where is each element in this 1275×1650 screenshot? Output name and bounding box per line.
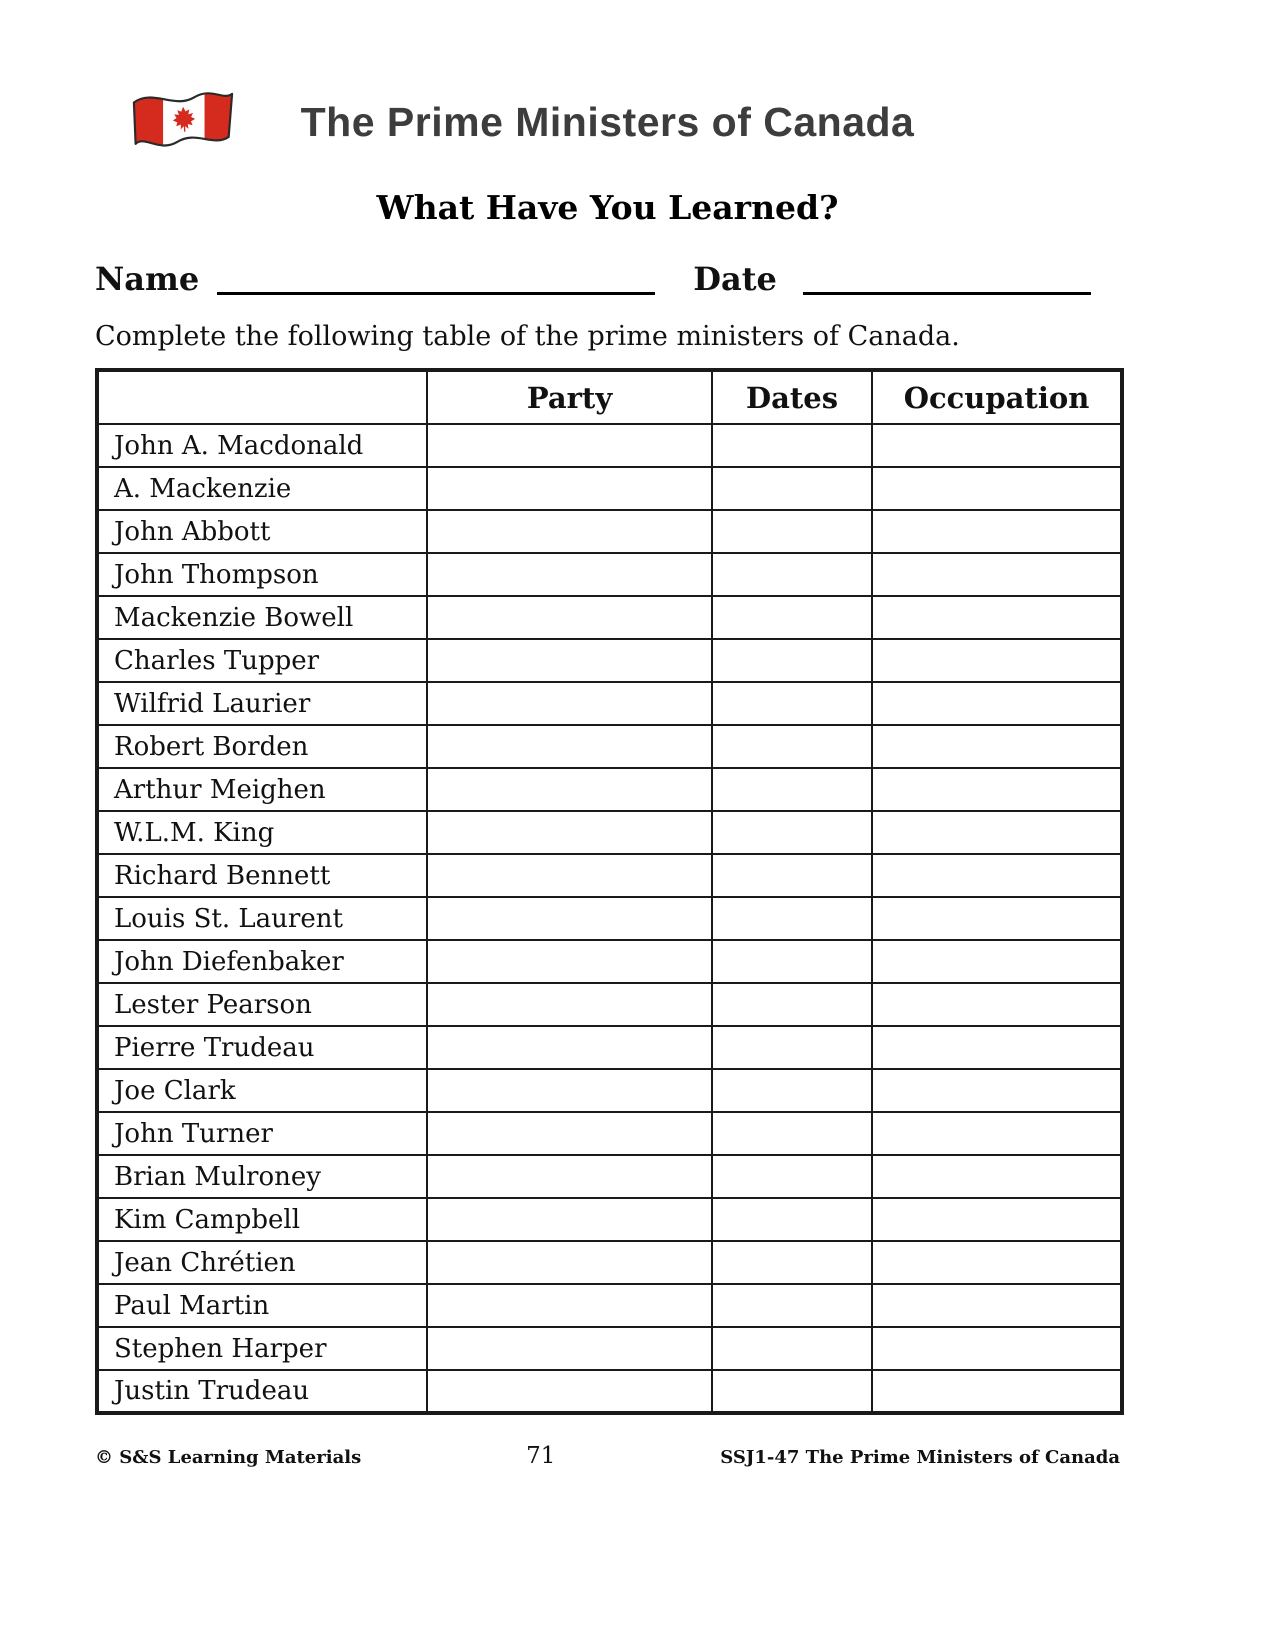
occupation-blank-cell xyxy=(872,1284,1122,1327)
occupation-blank-cell xyxy=(872,424,1122,467)
table-row xyxy=(97,940,1122,983)
dates-blank-cell xyxy=(712,639,872,682)
occupation-blank-cell xyxy=(872,983,1122,1026)
dates-blank-cell xyxy=(712,596,872,639)
pm-name-cell: Stephen Harper xyxy=(97,1327,427,1370)
pm-name-cell: Mackenzie Bowell xyxy=(97,596,427,639)
dates-blank-cell xyxy=(712,1370,872,1413)
occupation-blank-cell xyxy=(872,467,1122,510)
table-row xyxy=(97,682,1122,725)
dates-blank-cell xyxy=(712,1198,872,1241)
party-blank-cell xyxy=(427,510,712,553)
dates-blank-cell xyxy=(712,1112,872,1155)
name-date-row xyxy=(95,253,1120,298)
date-blank-line xyxy=(803,261,1091,295)
pm-name-cell: John Thompson xyxy=(97,553,427,596)
table-row xyxy=(97,811,1122,854)
date-label: Date xyxy=(693,260,777,298)
table-row xyxy=(97,1327,1122,1370)
pm-name-cell: John Diefenbaker xyxy=(97,940,427,983)
pm-name-cell: John Turner xyxy=(97,1112,427,1155)
page-title: The Prime Ministers of Canada xyxy=(300,99,915,145)
footer-page-number: 71 xyxy=(526,1443,556,1469)
dates-blank-cell xyxy=(712,1241,872,1284)
party-blank-cell xyxy=(427,1284,712,1327)
table-row xyxy=(97,553,1122,596)
occupation-blank-cell xyxy=(872,1026,1122,1069)
occupation-blank-cell xyxy=(872,639,1122,682)
pm-name-cell: Joe Clark xyxy=(97,1069,427,1112)
dates-blank-cell xyxy=(712,768,872,811)
pm-name-cell: A. Mackenzie xyxy=(97,467,427,510)
pm-name-cell: W.L.M. King xyxy=(97,811,427,854)
pm-name-cell: Brian Mulroney xyxy=(97,1155,427,1198)
header-party: Party xyxy=(427,370,712,424)
party-blank-cell xyxy=(427,467,712,510)
party-blank-cell xyxy=(427,639,712,682)
occupation-blank-cell xyxy=(872,811,1122,854)
dates-blank-cell xyxy=(712,940,872,983)
party-blank-cell xyxy=(427,897,712,940)
party-blank-cell xyxy=(427,1026,712,1069)
dates-blank-cell xyxy=(712,1069,872,1112)
table-row xyxy=(97,725,1122,768)
occupation-blank-cell xyxy=(872,553,1122,596)
table-row xyxy=(97,1026,1122,1069)
header-empty-cell xyxy=(97,370,427,424)
table-row xyxy=(97,897,1122,940)
dates-blank-cell xyxy=(712,811,872,854)
table-row xyxy=(97,1155,1122,1198)
page-footer xyxy=(95,1443,1120,1469)
dates-blank-cell xyxy=(712,1327,872,1370)
table-row xyxy=(97,1112,1122,1155)
occupation-blank-cell xyxy=(872,510,1122,553)
pm-name-cell: John Abbott xyxy=(97,510,427,553)
pm-name-cell: Arthur Meighen xyxy=(97,768,427,811)
canada-flag-icon xyxy=(127,83,239,165)
instruction-text: Complete the following table of the prime ministers of Canada. xyxy=(95,321,960,352)
table-row xyxy=(97,424,1122,467)
party-blank-cell xyxy=(427,1198,712,1241)
footer-product-code: SSJ1-47 The Prime Ministers of Canada xyxy=(720,1447,1120,1468)
pm-name-cell: Wilfrid Laurier xyxy=(97,682,427,725)
occupation-blank-cell xyxy=(872,897,1122,940)
party-blank-cell xyxy=(427,1069,712,1112)
occupation-blank-cell xyxy=(872,682,1122,725)
pm-name-cell: Pierre Trudeau xyxy=(97,1026,427,1069)
occupation-blank-cell xyxy=(872,854,1122,897)
dates-blank-cell xyxy=(712,1284,872,1327)
page-header xyxy=(95,85,1120,180)
pm-name-cell: Louis St. Laurent xyxy=(97,897,427,940)
party-blank-cell xyxy=(427,983,712,1026)
party-blank-cell xyxy=(427,854,712,897)
pm-name-cell: Robert Borden xyxy=(97,725,427,768)
party-blank-cell xyxy=(427,596,712,639)
pm-name-cell: Lester Pearson xyxy=(97,983,427,1026)
dates-blank-cell xyxy=(712,897,872,940)
party-blank-cell xyxy=(427,424,712,467)
party-blank-cell xyxy=(427,1327,712,1370)
pm-name-cell: Jean Chrétien xyxy=(97,1241,427,1284)
dates-blank-cell xyxy=(712,553,872,596)
party-blank-cell xyxy=(427,682,712,725)
table-row xyxy=(97,983,1122,1026)
table-row xyxy=(97,854,1122,897)
pm-name-cell: John A. Macdonald xyxy=(97,424,427,467)
dates-blank-cell xyxy=(712,1026,872,1069)
dates-blank-cell xyxy=(712,725,872,768)
table-row xyxy=(97,1370,1122,1413)
party-blank-cell xyxy=(427,811,712,854)
table-row xyxy=(97,1198,1122,1241)
occupation-blank-cell xyxy=(872,1069,1122,1112)
table-row xyxy=(97,596,1122,639)
occupation-blank-cell xyxy=(872,1155,1122,1198)
occupation-blank-cell xyxy=(872,1370,1122,1413)
pm-name-cell: Paul Martin xyxy=(97,1284,427,1327)
table-row xyxy=(97,639,1122,682)
party-blank-cell xyxy=(427,940,712,983)
occupation-blank-cell xyxy=(872,725,1122,768)
party-blank-cell xyxy=(427,768,712,811)
party-blank-cell xyxy=(427,1241,712,1284)
name-blank-line xyxy=(217,261,655,295)
header-dates: Dates xyxy=(712,370,872,424)
occupation-blank-cell xyxy=(872,1198,1122,1241)
party-blank-cell xyxy=(427,553,712,596)
dates-blank-cell xyxy=(712,854,872,897)
pm-table-body xyxy=(97,424,1122,1413)
party-blank-cell xyxy=(427,725,712,768)
party-blank-cell xyxy=(427,1155,712,1198)
dates-blank-cell xyxy=(712,682,872,725)
worksheet-subtitle: What Have You Learned? xyxy=(376,188,839,227)
occupation-blank-cell xyxy=(872,768,1122,811)
dates-blank-cell xyxy=(712,467,872,510)
occupation-blank-cell xyxy=(872,1241,1122,1284)
name-label: Name xyxy=(95,260,200,298)
party-blank-cell xyxy=(427,1112,712,1155)
occupation-blank-cell xyxy=(872,1112,1122,1155)
pm-name-cell: Richard Bennett xyxy=(97,854,427,897)
occupation-blank-cell xyxy=(872,596,1122,639)
table-header-row xyxy=(97,370,1122,424)
occupation-blank-cell xyxy=(872,1327,1122,1370)
table-row xyxy=(97,467,1122,510)
dates-blank-cell xyxy=(712,983,872,1026)
footer-copyright: © S&S Learning Materials xyxy=(95,1447,362,1468)
pm-name-cell: Charles Tupper xyxy=(97,639,427,682)
table-row xyxy=(97,1069,1122,1112)
pm-name-cell: Kim Campbell xyxy=(97,1198,427,1241)
dates-blank-cell xyxy=(712,1155,872,1198)
occupation-blank-cell xyxy=(872,940,1122,983)
pm-name-cell: Justin Trudeau xyxy=(97,1370,427,1413)
header-occupation: Occupation xyxy=(872,370,1122,424)
party-blank-cell xyxy=(427,1370,712,1413)
table-row xyxy=(97,1284,1122,1327)
table-row xyxy=(97,1241,1122,1284)
dates-blank-cell xyxy=(712,424,872,467)
table-row xyxy=(97,510,1122,553)
dates-blank-cell xyxy=(712,510,872,553)
prime-ministers-table xyxy=(95,368,1124,1415)
table-row xyxy=(97,768,1122,811)
